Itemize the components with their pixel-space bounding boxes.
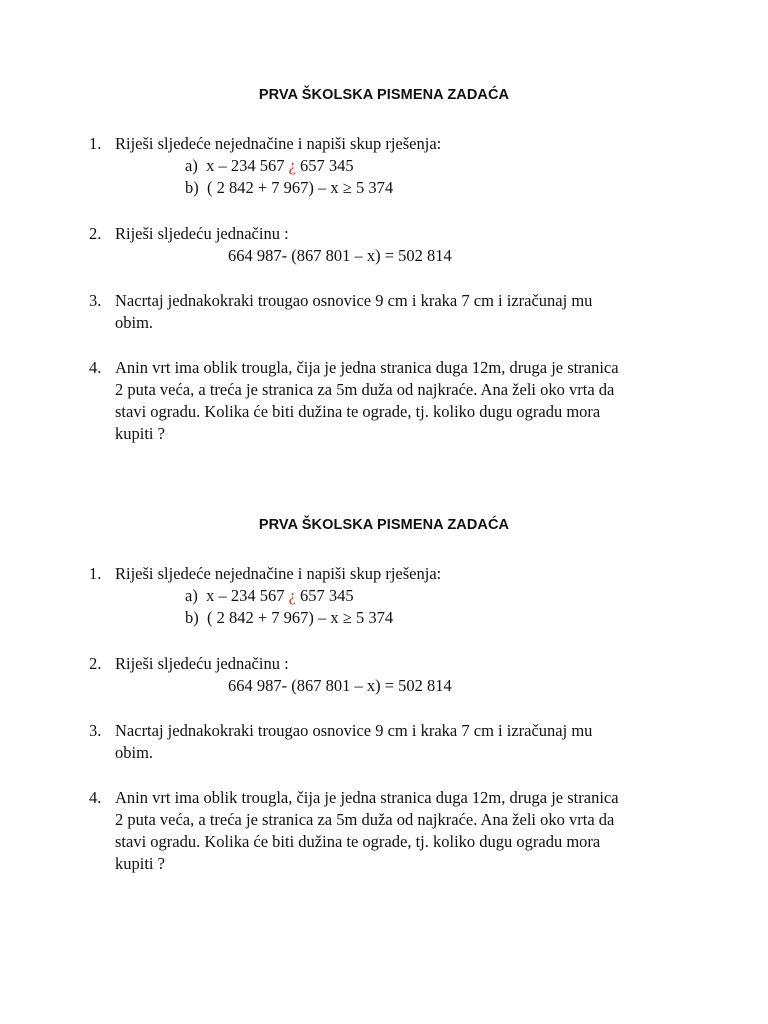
exam-title: PRVA ŠKOLSKA PISMENA ZADAĆA [258,517,510,533]
task-text: Anin vrt ima oblik trougla, čija je jedna stranica duga 12m, druga je stranica [115,788,619,807]
task-number: 3. [89,291,102,310]
task-number: 1. [89,564,102,583]
inequality-left: x – 234 567 [206,156,285,175]
equation: 664 987- (867 801 – x) = 502 814 [228,246,452,265]
task-text: Anin vrt ima oblik trougla, čija je jedna stranica duga 12m, druga je stranica [115,358,619,377]
task-text: kupiti ? [115,424,165,443]
task-number: 4. [89,358,102,377]
task-number: 2. [89,224,102,243]
task-text: kupiti ? [115,854,165,873]
inequality: ( 2 842 + 7 967) – x ≥ 5 374 [207,608,394,627]
subtask-label: a) [185,156,198,175]
task-text: obim. [115,313,154,332]
task-text: 2 puta veća, a treća je stranica za 5m duža od najkraće. Ana želi oko vrta da [115,810,615,829]
task-text: Riješi sljedeću jednačinu : [115,654,289,673]
equation: 664 987- (867 801 – x) = 502 814 [228,676,452,695]
task-text: obim. [115,743,154,762]
inequality-symbol: ¿ [288,586,296,605]
task-text: Riješi sljedeću jednačinu : [115,224,289,243]
task-text: stavi ogradu. Kolika će biti dužina te ograde, tj. koliko dugu ogradu mora [115,402,601,421]
inequality: ( 2 842 + 7 967) – x ≥ 5 374 [207,178,394,197]
task-number: 3. [89,721,102,740]
task-text: Nacrtaj jednakokraki trougao osnovice 9 cm i kraka 7 cm i izračunaj mu [115,721,593,740]
task-number: 2. [89,654,102,673]
exam-title: PRVA ŠKOLSKA PISMENA ZADAĆA [258,87,510,103]
inequality-right: 657 345 [300,156,354,175]
subtask-label: b) [185,608,199,627]
task-text: stavi ogradu. Kolika će biti dužina te ograde, tj. koliko dugu ogradu mora [115,832,601,851]
inequality-left: x – 234 567 [206,586,285,605]
inequality-right: 657 345 [300,586,354,605]
inequality-symbol: ¿ [288,156,296,175]
task-text: Riješi sljedeće nejednačine i napiši skup rješenja: [115,564,442,583]
task-number: 1. [89,134,102,153]
subtask-label: b) [185,178,199,197]
task-text: Nacrtaj jednakokraki trougao osnovice 9 cm i kraka 7 cm i izračunaj mu [115,291,593,310]
task-text: Riješi sljedeće nejednačine i napiši skup rješenja: [115,134,442,153]
task-number: 4. [89,788,102,807]
task-text: 2 puta veća, a treća je stranica za 5m duža od najkraće. Ana želi oko vrta da [115,380,615,399]
subtask-label: a) [185,586,198,605]
